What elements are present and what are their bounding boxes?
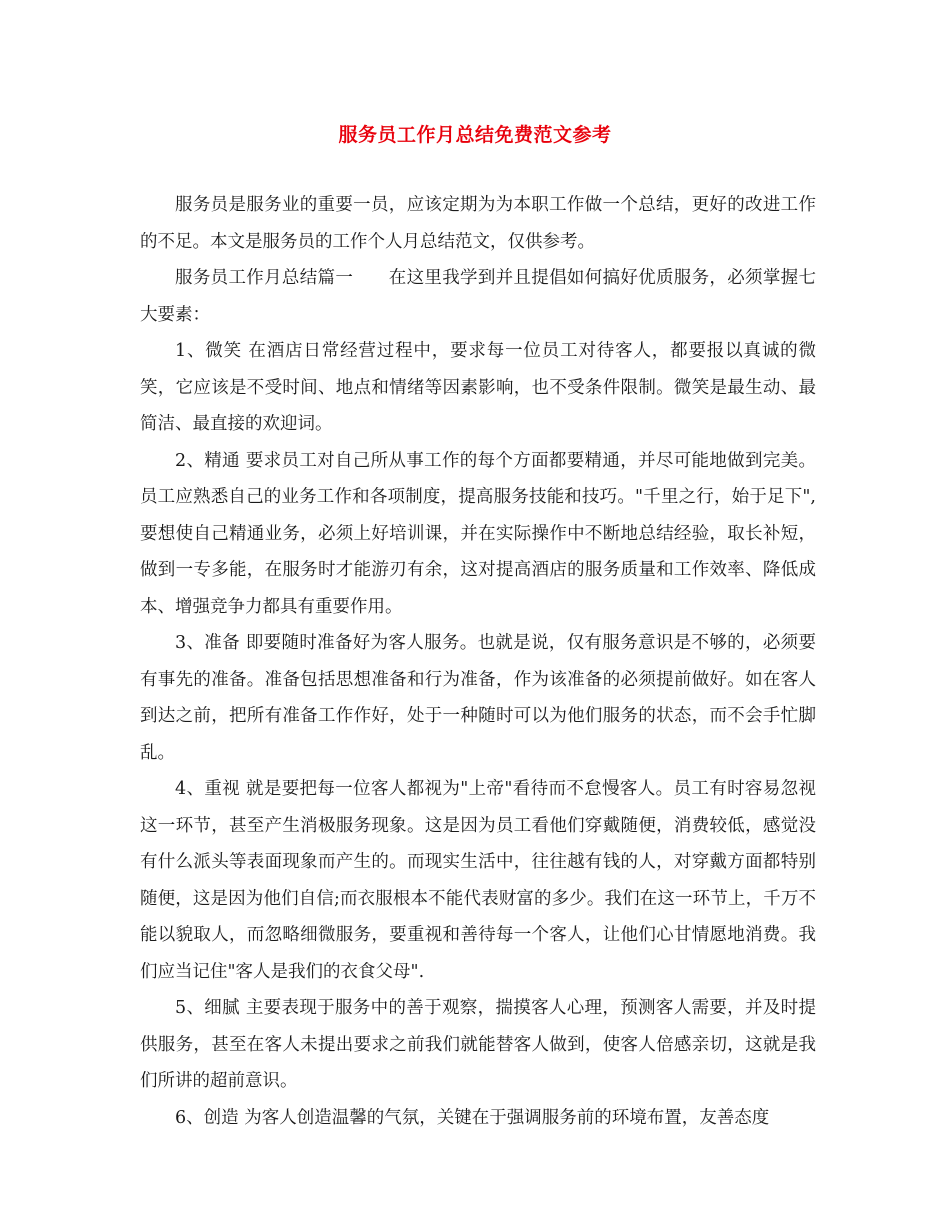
paragraph-point-preparation: 3、准备 即要随时准备好为客人服务。也就是说，仅有服务意识是不够的，必须要有事先的准备。准备包括思想准备和行为准备，作为该准备的必须提前做好。如在客人到达之前，把所有准备工作作好，处于一种随时可以为他们服务的状态，而不会手忙脚乱。 xyxy=(140,633,816,763)
paragraph-point-attention: 4、重视 就是要把每一位客人都视为"上帝"看待而不怠慢客人。员工有时容易忽视这一环节，甚至产生消极服务现象。这是因为员工看他们穿戴随便，消费较低，感觉没有什么派头等表面现象而产生的。而现实生活中，往往越有钱的人，对穿戴方面都特别随便，这是因为他们自信;而衣服根本不能代表财富的多少。我们在这一环节上，千万不能以貌取人，而忽略细微服务，要重视和善待每一个客人，让他们心甘情愿地消费。我们应当记住"客人是我们的衣食父母". xyxy=(140,779,816,982)
document-body xyxy=(140,187,816,1136)
paragraph-point-creation: 6、创造 为客人创造温馨的气氛，关键在于强调服务前的环境布置，友善态度 xyxy=(175,1107,770,1128)
paragraph-section-heading: 服务员工作月总结篇一 在这里我学到并且提倡如何搞好优质服务，必须掌握七大要素： xyxy=(140,268,816,325)
paragraph-point-delicacy: 5、细腻 主要表现于服务中的善于观察，揣摸客人心理，预测客人需要，并及时提供服务，甚至在客人未提出要求之前我们就能替客人做到，使客人倍感亲切，这就是我们所讲的超前意识。 xyxy=(140,998,816,1091)
paragraph-point-proficiency: 2、精通 要求员工对自己所从事工作的每个方面都要精通，并尽可能地做到完美。员工应熟悉自己的业务工作和各项制度，提高服务技能和技巧。"千里之行，始于足下",要想使自己精通业务，必须上好培训课，并在实际操作中不断地总结经验，取长补短，做到一专多能，在服务时才能游刃有余，这对提高酒店的服务质量和工作效率、降低成本、增强竞争力都具有重要作用。 xyxy=(140,450,816,617)
document-title: 服务员工作月总结免费范文参考 xyxy=(338,124,612,146)
paragraph-point-smile: 1、微笑 在酒店日常经营过程中，要求每一位员工对待客人，都要报以真诚的微笑，它应该是不受时间、地点和情绪等因素影响，也不受条件限制。微笑是最生动、最简洁、最直接的欢迎词。 xyxy=(140,341,816,434)
paragraph-intro: 服务员是服务业的重要一员，应该定期为为本职工作做一个总结，更好的改进工作的不足。本文是服务员的工作个人月总结范文，仅供参考。 xyxy=(140,195,816,252)
